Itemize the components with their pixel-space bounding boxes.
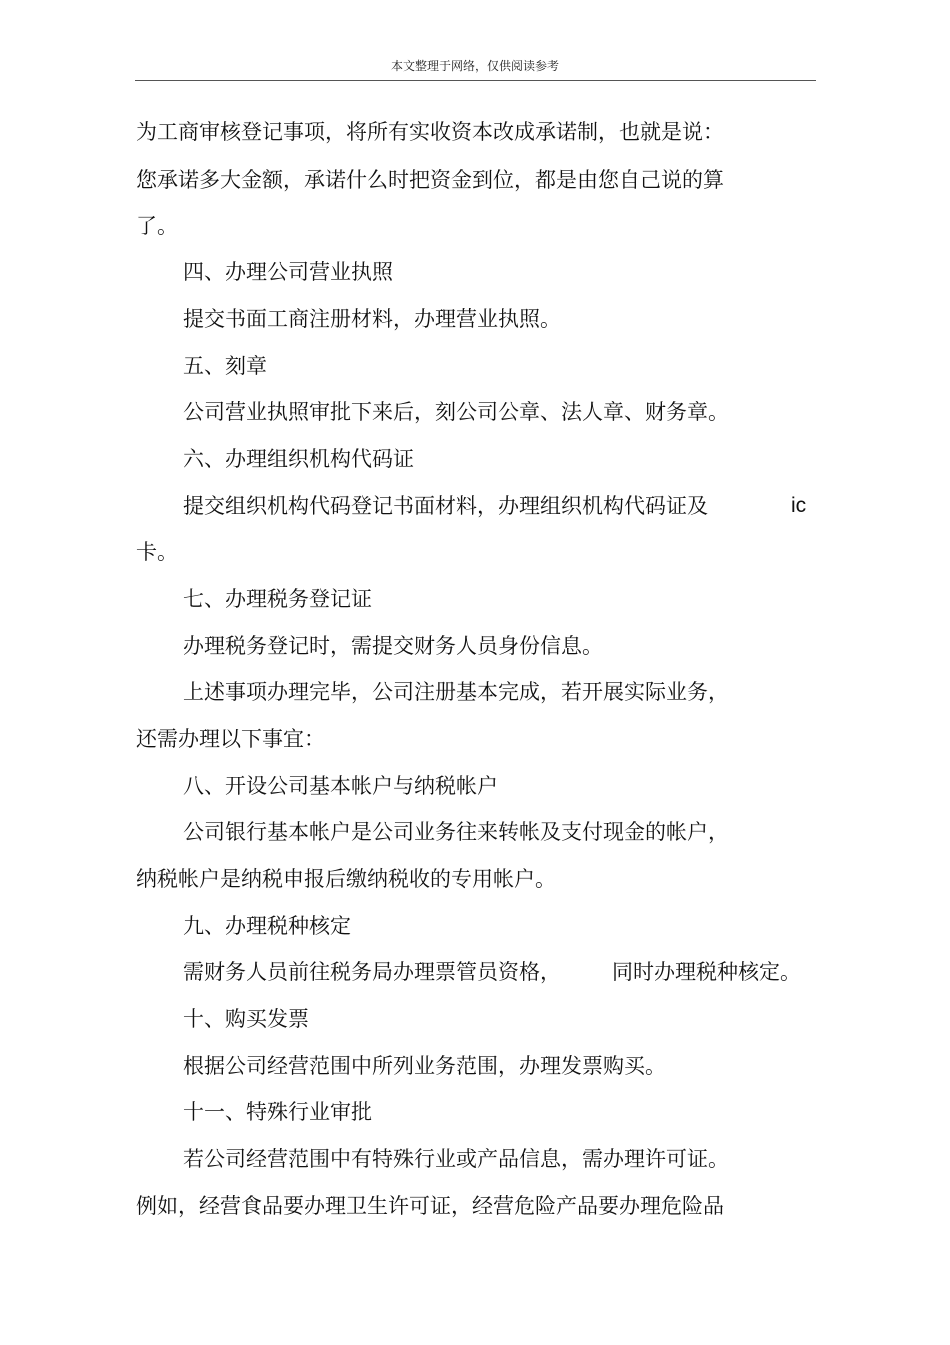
paragraph-line: 了。 (136, 214, 178, 238)
paragraph-line: 提交组织机构代码登记书面材料，办理组织机构代码证及 (183, 494, 708, 518)
paragraph-line: 根据公司经营范围中所列业务范围，办理发票购买。 (183, 1054, 666, 1078)
paragraph-line: 上述事项办理完毕，公司注册基本完成，若开展实际业务， (183, 680, 729, 704)
page-header: 本文整理于网络，仅供阅读参考 (390, 59, 559, 73)
paragraph-line: 公司营业执照审批下来后，刻公司公章、法人章、财务章。 (183, 400, 729, 424)
section-heading-4: 四、办理公司营业执照 (183, 260, 393, 284)
paragraph-line: 还需办理以下事宜： (136, 727, 325, 751)
paragraph-fragment-ic: ic (791, 494, 807, 517)
section-heading-6: 六、办理组织机构代码证 (183, 447, 414, 471)
paragraph-line: 纳税帐户是纳税申报后缴纳税收的专用帐户。 (136, 867, 556, 891)
paragraph-line: 公司银行基本帐户是公司业务往来转帐及支付现金的帐户， (183, 820, 729, 844)
paragraph-line: 若公司经营范围中有特殊行业或产品信息，需办理许可证。 (183, 1147, 729, 1171)
section-heading-7: 七、办理税务登记证 (183, 587, 372, 611)
paragraph-line: 为工商审核登记事项，将所有实收资本改成承诺制，也就是说： (136, 120, 724, 144)
section-heading-5: 五、刻章 (183, 354, 267, 378)
header-divider (135, 80, 816, 81)
paragraph-line: 例如，经营食品要办理卫生许可证，经营危险产品要办理危险品 (136, 1194, 724, 1218)
paragraph-line: 提交书面工商注册材料，办理营业执照。 (183, 307, 561, 331)
paragraph-line: 需财务人员前往税务局办理票管员资格， (183, 960, 561, 984)
section-heading-9: 九、办理税种核定 (183, 914, 351, 938)
paragraph-line: 您承诺多大金额，承诺什么时把资金到位，都是由您自己说的算 (136, 168, 724, 192)
section-heading-10: 十、购买发票 (183, 1007, 309, 1031)
paragraph-line: 卡。 (136, 540, 178, 564)
section-heading-8: 八、开设公司基本帐户与纳税帐户 (183, 774, 498, 798)
paragraph-fragment: 同时办理税种核定。 (612, 960, 801, 984)
paragraph-line: 办理税务登记时，需提交财务人员身份信息。 (183, 634, 603, 658)
section-heading-11: 十一、特殊行业审批 (183, 1100, 372, 1124)
